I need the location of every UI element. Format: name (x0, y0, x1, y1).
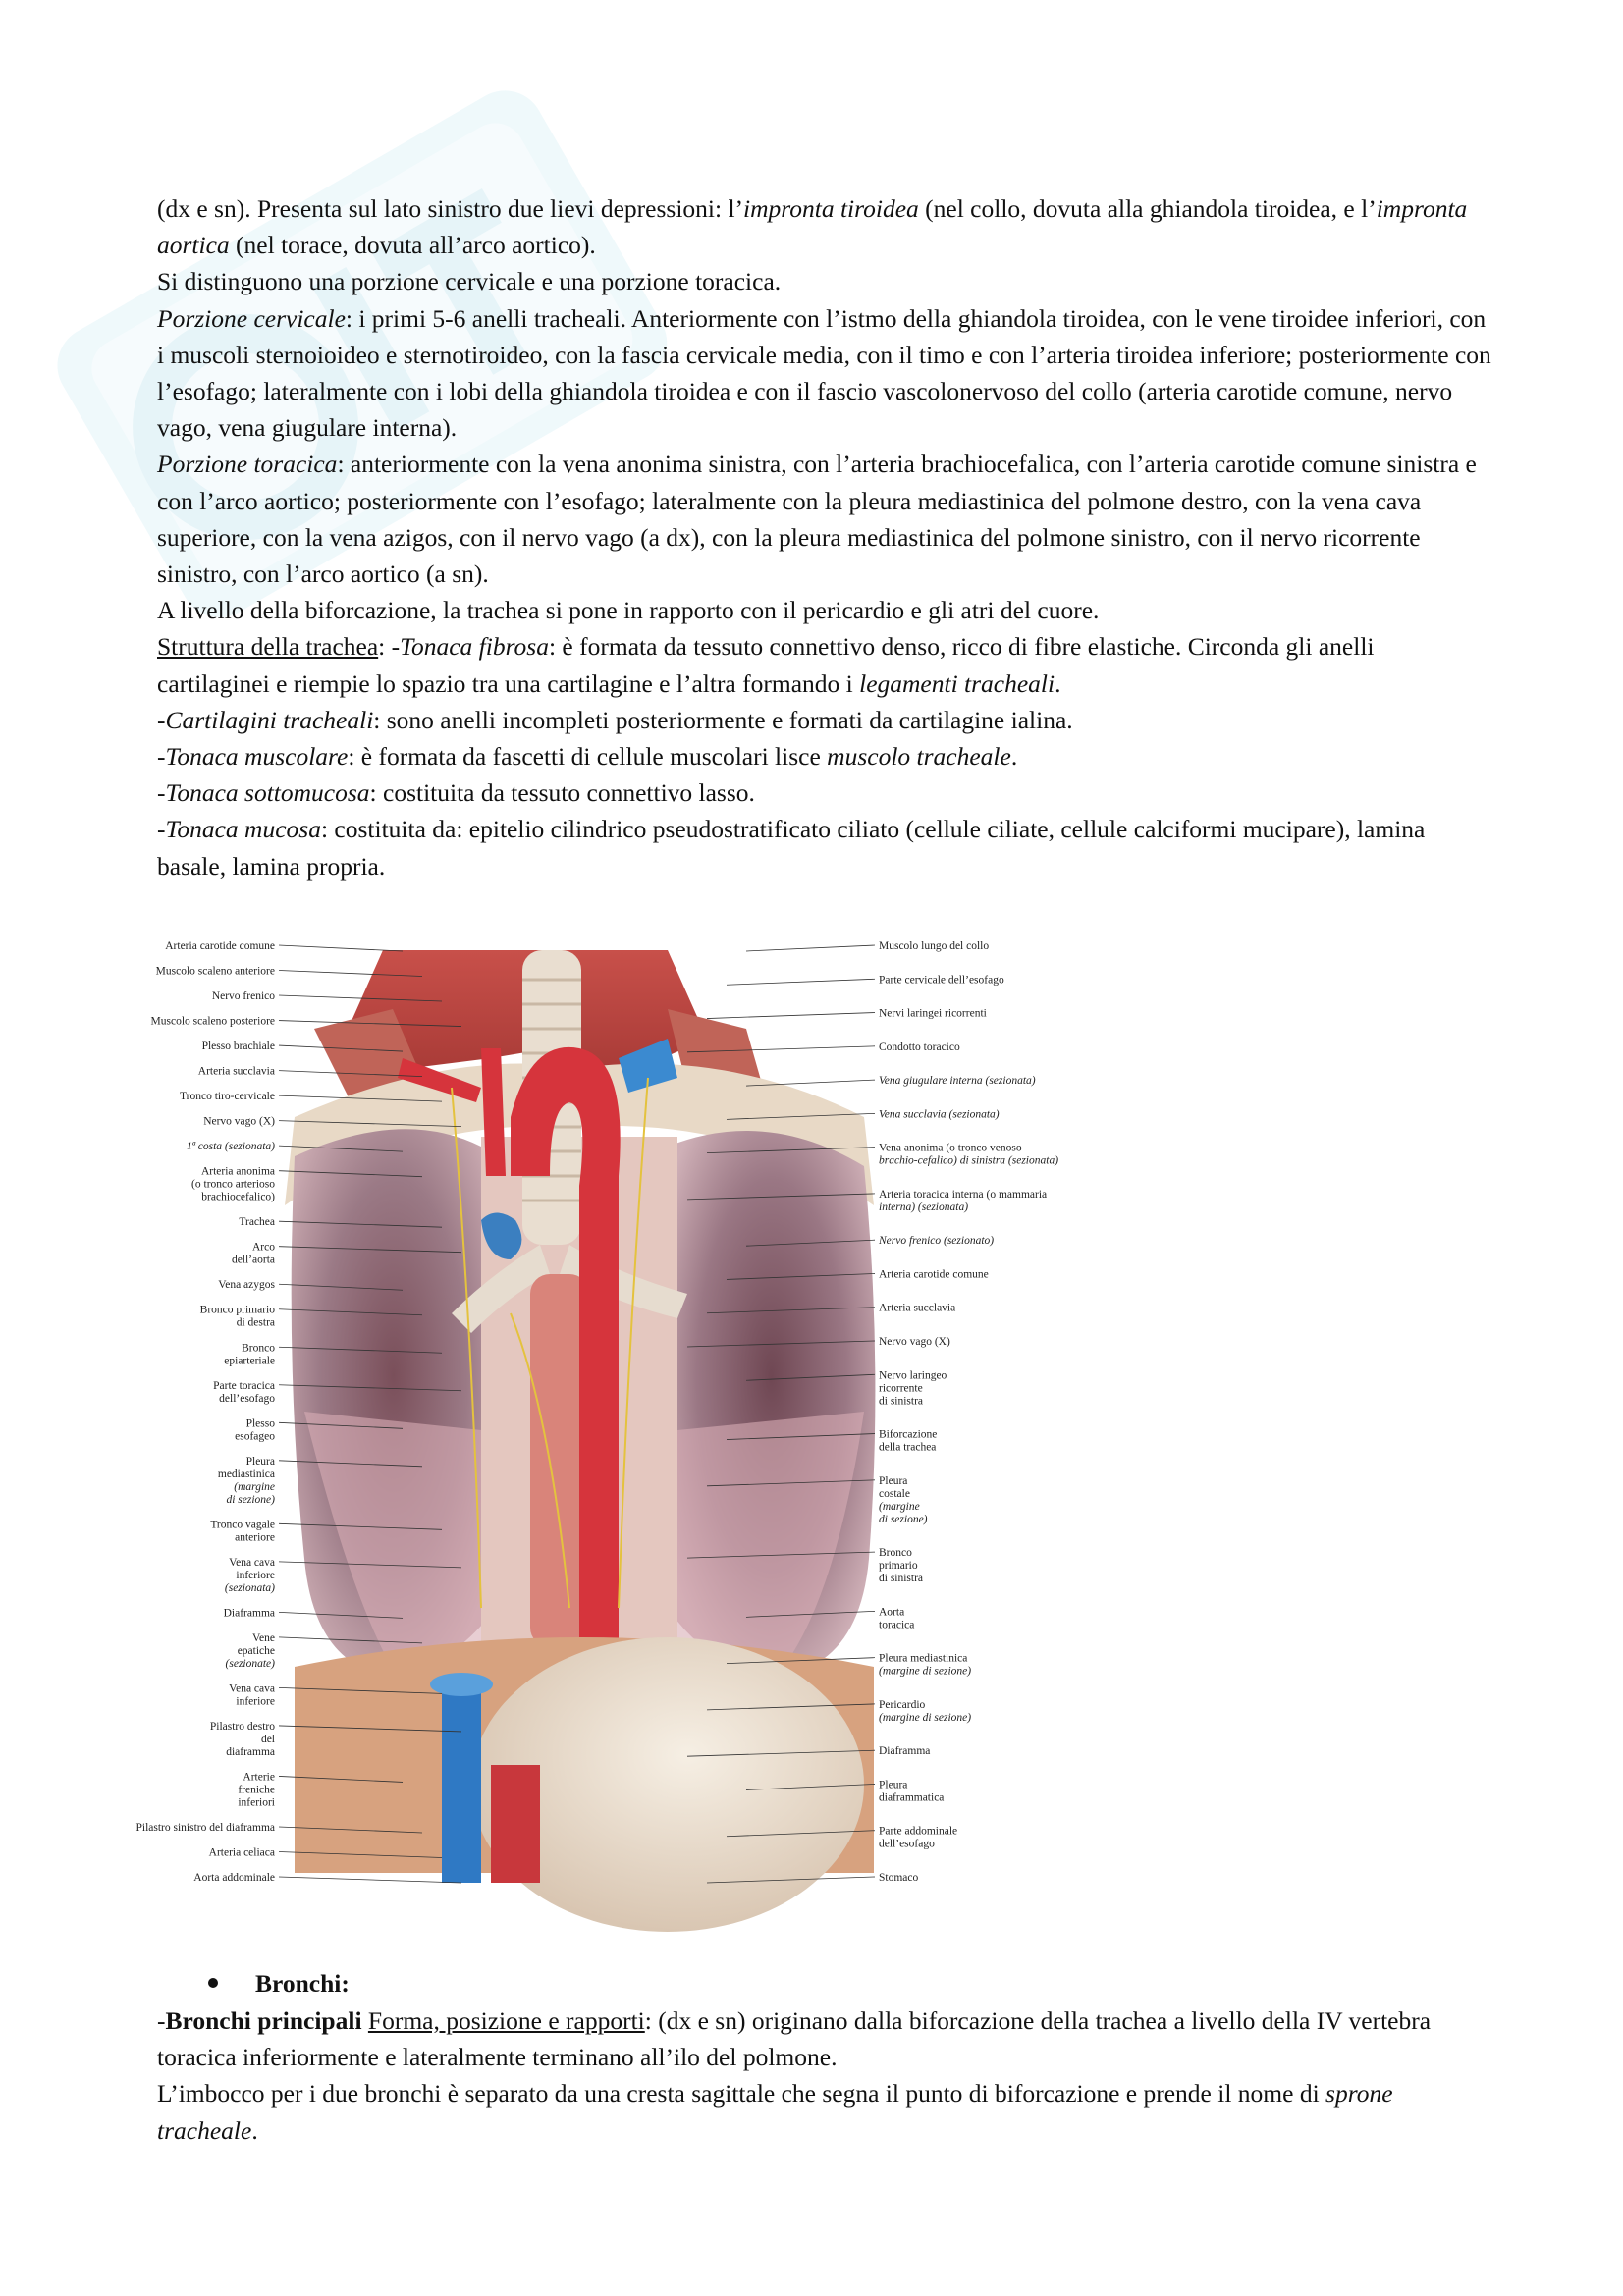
figure-label (879, 1369, 947, 1407)
figure-label-line: epiarteriale (224, 1355, 275, 1367)
figure-label-line: Pleura (879, 1474, 908, 1487)
figure-label-line: brachio-cefalico) di sinistra (sezionata) (879, 1154, 1059, 1167)
paragraph (157, 628, 1492, 701)
figure-label-line: costale (879, 1487, 910, 1500)
figure-label (198, 1066, 275, 1078)
figure-label (203, 1116, 275, 1128)
paragraph (157, 2075, 1492, 2148)
figure-label-line: dell’aorta (231, 1254, 275, 1266)
figure-label (879, 1745, 930, 1757)
figure-label (879, 1108, 1000, 1120)
figure-label-line: inferiori (238, 1796, 275, 1809)
figure-label (224, 1342, 275, 1366)
paragraph (157, 811, 1492, 883)
paragraph (157, 2002, 1492, 2075)
figure-label-line: toracica (879, 1619, 915, 1631)
figure-label-line: di sinistra (879, 1395, 924, 1408)
figure-label-line: Aorta addominale (193, 1872, 275, 1884)
figure-label (239, 1216, 275, 1228)
figure-label-line: Nervi laringei ricorrenti (879, 1007, 987, 1020)
body-text (157, 190, 1492, 884)
figure-label (232, 1242, 275, 1266)
figure-label-line: Nervo vago (X) (203, 1115, 275, 1128)
figure-label-line: 1ª costa (sezionata) (186, 1141, 275, 1153)
text-run: Struttura della trachea (157, 632, 379, 662)
text-run: (dx e sn). Presenta sul lato sinistro due lievi depressioni: l’ (157, 194, 744, 223)
figure-label-line: Muscolo lungo del collo (879, 940, 990, 952)
bullet-heading: Bronchi: (255, 1969, 350, 1998)
figure-label (238, 1771, 275, 1808)
figure-label-line: Muscolo scaleno anteriore (155, 965, 275, 978)
figure-label-line: Tronco tiro-cervicale (180, 1091, 275, 1103)
figure-label (879, 1189, 1047, 1213)
text-run: impronta tiroidea (743, 194, 919, 223)
text-run: Porzione toracica (157, 450, 338, 479)
text-run: : costituita da: epitelio cilindrico pseudostratificato ciliato (cellule ciliate, cellule calciformi mucipare), lamina basale, lamina propria. (157, 815, 1426, 881)
figure-label (879, 1826, 957, 1850)
figure-label-line: Vena azygos (218, 1279, 275, 1292)
paragraph (157, 774, 1492, 811)
figure-label (879, 974, 1004, 986)
figure-label-line: (o tronco arterioso (191, 1178, 275, 1191)
figure-label-line: Vena succlavia (sezionata) (879, 1108, 1000, 1121)
figure-label-line: anteriore (235, 1531, 275, 1544)
figure-label-line: Pilastro destro (209, 1720, 275, 1733)
figure-label (879, 1429, 937, 1454)
figure-label-line: diaframma (226, 1745, 275, 1758)
figure-label-line: Arteria anonima (200, 1165, 275, 1178)
figure-label-line: Stomaco (879, 1872, 919, 1884)
figure-label-line: Diaframma (879, 1745, 931, 1758)
text-run: (nel collo, dovuta alla ghiandola tiroidea, e l’ (918, 194, 1377, 223)
figure-label (879, 1075, 1036, 1087)
figure-label (165, 940, 275, 952)
figure-label-line: Plesso (245, 1417, 275, 1430)
figure-label-line: (margine (879, 1500, 920, 1513)
text-run: L’imbocco per i due bronchi è separato da una cresta sagittale che segna il punto di biforcazione e prende il nome di (157, 2079, 1326, 2109)
figure-label (229, 1682, 275, 1707)
figure-label-line: freniche (238, 1784, 275, 1796)
figure-label (187, 1141, 275, 1152)
paragraph (157, 592, 1492, 628)
figure-label-line: diaframmatica (879, 1791, 945, 1804)
bronchi-text (157, 2002, 1492, 2149)
figure-label-line: Diaframma (223, 1607, 275, 1620)
figure-label-line: epatiche (237, 1644, 275, 1657)
figure-label-line: Parte addominale (879, 1825, 958, 1838)
text-run: Bronchi principali (165, 2006, 368, 2035)
figure-label-line: inferiore (236, 1569, 275, 1581)
figure-label-line: Muscolo scaleno posteriore (150, 1015, 275, 1028)
figure-label-line: Condotto toracico (879, 1041, 960, 1053)
paragraph (157, 702, 1492, 738)
figure-label (180, 1091, 275, 1102)
figure-label-line: Pleura mediastinica (879, 1652, 968, 1665)
figure-label-line: Pleura (245, 1455, 275, 1468)
figure-label (193, 1872, 275, 1884)
figure-label (879, 1008, 987, 1020)
text-run: . (1010, 742, 1018, 772)
bronchi-section (157, 1965, 1492, 2149)
figure-label-line: (margine di sezione) (879, 1665, 972, 1678)
figure-label (879, 1872, 918, 1884)
figure-label (151, 1016, 275, 1028)
figure-label (879, 1606, 914, 1630)
figure-label (235, 1417, 275, 1442)
text-run: - (157, 815, 166, 844)
text-run: : costituita da tessuto connettivo lasso. (369, 778, 755, 808)
figure-label-line: di sinistra (879, 1573, 924, 1585)
figure-label (210, 1519, 275, 1543)
figure-label-line: inferiore (236, 1695, 275, 1708)
figure-label-line: Arteria carotide comune (165, 940, 275, 952)
figure-label (879, 1547, 923, 1584)
figure-label-line: Vena anonima (o tronco venoso (879, 1142, 1022, 1154)
figure-label (156, 966, 275, 978)
text-run: Forma, posizione e rapporti (367, 2006, 645, 2035)
figure-label-line: (margine (234, 1480, 275, 1493)
paragraph (157, 263, 1492, 299)
text-run: A livello della biforcazione, la trachea si pone in rapporto con il pericardio e gli atri del cuore. (157, 596, 1100, 625)
figure-label (224, 1607, 275, 1619)
figure-label-line: Vene (252, 1631, 275, 1644)
figure-label-line: Pilastro sinistro del diaframma (135, 1821, 275, 1834)
figure-label-line: Nervo frenico (sezionato) (879, 1235, 995, 1248)
figure-label-line: Arteria carotide comune (879, 1268, 989, 1281)
figure-label (210, 1721, 275, 1758)
figure-label (879, 1041, 960, 1053)
figure-label-line: (margine di sezione) (879, 1711, 972, 1724)
text-run: : anteriormente con la vena anonima sinistra, con l’arteria brachiocefalica, con l’arteria carotide comune sinistra e con l’arco aortico; posteriormente con l’esofago; lateralmente con la pleura mediastinica del polmone destro, con la vena cava superiore, con la vena azigos, con il nervo vago (a dx), con la pleura mediastinica del polmone sinistro, con il nervo ricorrente sinistro, con l’arco aortico (a sn). (157, 450, 1477, 589)
figure-label-line: Arterie (243, 1771, 275, 1784)
text-run: legamenti tracheali (859, 668, 1055, 698)
figure-label-line: Pleura (879, 1779, 908, 1791)
figure-label-line: della trachea (879, 1441, 937, 1454)
figure-label-line: interna) (sezionata) (879, 1201, 969, 1213)
figure-label-line: Bronco (242, 1342, 275, 1355)
text-run: : è formata da tessuto connettivo denso, ricco di fibre elastiche. Circonda gli anelli cartilaginei e riempie lo spazio tra una cartilagine e l’altra formando i (157, 632, 1375, 698)
figure-label-line: ricorrente (879, 1382, 923, 1395)
text-run: . (251, 2115, 258, 2145)
figure-label (218, 1279, 275, 1291)
figure-label-line: Parte toracica (213, 1379, 275, 1392)
figure-label-line: Arteria succlavia (879, 1302, 956, 1314)
figure-label (213, 1380, 275, 1405)
thorax-anatomy-illustration (135, 921, 1059, 1893)
figure-label (209, 1846, 275, 1858)
text-run: Tonaca fibrosa (400, 632, 549, 662)
text-run: Porzione cervicale (157, 303, 346, 333)
figure-label-line: (sezionate) (225, 1657, 275, 1670)
text-run: (nel torace, dovuta all’arco aortico). (229, 231, 596, 260)
figure-label (136, 1822, 276, 1834)
figure-label-line: Vena cava (229, 1682, 275, 1695)
text-run: impronta aortica (157, 194, 1468, 260)
bullet-item (157, 1965, 1492, 2002)
figure-label-line: Vena cava (229, 1556, 275, 1569)
leader-line (279, 1877, 461, 1883)
paragraph (157, 300, 1492, 447)
text-run: muscolo tracheale (827, 742, 1011, 772)
paragraph (157, 738, 1492, 774)
text-run: Si distinguono una porzione cervicale e una porzione toracica. (157, 267, 782, 296)
text-run: Tonaca mucosa (165, 815, 321, 844)
figure-label (879, 1653, 971, 1678)
figure-label-line: Arco (252, 1241, 275, 1254)
figure-label-line: Nervo laringeo (879, 1369, 947, 1382)
figure-label-line: Bronco (879, 1547, 912, 1560)
text-run: : è formata da fascetti di cellule muscolari lisce (348, 742, 828, 772)
text-run: Tonaca muscolare (165, 742, 349, 772)
paragraph (157, 446, 1492, 592)
figure-label (879, 1779, 944, 1803)
figure-label (879, 1143, 1058, 1167)
figure-label-line: Nervo frenico (211, 990, 275, 1003)
figure-label-line: di sezione) (879, 1513, 928, 1525)
text-run: - (157, 705, 166, 734)
figure-label-line: Arteria celiaca (208, 1846, 275, 1859)
figure-label (212, 990, 275, 1002)
figure-label-line: Vena giugulare interna (sezionata) (879, 1075, 1036, 1088)
figure-label-line: dell’esofago (219, 1392, 275, 1405)
text-run: : sono anelli incompleti posteriormente e formati da cartilagine ialina. (373, 705, 1073, 734)
figure-label (191, 1166, 275, 1203)
figure-label-line: di destra (236, 1316, 275, 1329)
text-run: Cartilagini tracheali (165, 705, 374, 734)
text-run: sprone tracheale (157, 2079, 1393, 2145)
figure-label-line: Bronco primario (199, 1304, 275, 1316)
figure-label (226, 1632, 276, 1670)
figure-label (218, 1456, 275, 1506)
figure-label-line: Biforcazione (879, 1428, 938, 1441)
figure-label (879, 1336, 950, 1348)
figure-label-line: mediastinica (217, 1468, 275, 1480)
figure-label-line: Aorta (879, 1606, 905, 1619)
text-run: : (dx e sn) originano dalla biforcazione della trachea a livello della IV vertebra toracica inferiormente e lateralmente terminano all’ilo del polmone. (157, 2006, 1432, 2072)
figure-label (879, 1699, 971, 1724)
figure-label-line: (sezionata) (224, 1581, 275, 1594)
text-run: : - (378, 632, 401, 662)
figure-label (200, 1305, 276, 1329)
figure-label-line: Pericardio (879, 1698, 926, 1711)
figure-label-line: Tronco vagale (210, 1519, 275, 1531)
figure-label-line: dell’esofago (879, 1838, 935, 1850)
figure-label-line: brachiocefalico) (201, 1191, 275, 1203)
text-run: : i primi 5-6 anelli tracheali. Anteriormente con l’istmo della ghiandola tiroidea, con le vene tiroidee inferiori, con i muscoli sternoioideo e sternotiroideo, con la fascia cervicale media, con il timo e con l’arteria tiroidea inferiore; posteriormente con l’esofago; lateralmente con i lobi della ghiandola tiroidea e con il fascio vascolonervoso del collo (arteria carotide comune, nervo vago, vena giugulare interna). (157, 303, 1491, 443)
figure-label (878, 1235, 994, 1247)
figure-label-line: Parte cervicale dell’esofago (879, 974, 1004, 987)
figure-label-line: del (260, 1733, 275, 1745)
figure-label-line: Arteria succlavia (197, 1065, 275, 1078)
figure-label (879, 1303, 955, 1314)
figure-label-line: esofageo (235, 1430, 275, 1443)
figure-label-line: di sezione) (226, 1493, 275, 1506)
figure-label-line: Trachea (239, 1216, 275, 1229)
bullet-icon (208, 1978, 218, 1988)
text-run: - (157, 742, 166, 772)
text-run: . (1055, 668, 1061, 698)
figure-label-line: Arteria toracica interna (o mammaria (879, 1188, 1048, 1201)
figure-label-line: Nervo vago (X) (879, 1336, 950, 1348)
figure-label (202, 1041, 275, 1052)
figure-label (879, 1268, 989, 1280)
figure-label (879, 1475, 928, 1525)
paragraph (157, 190, 1492, 263)
text-run: Tonaca sottomucosa (165, 778, 370, 808)
figure-label (225, 1557, 275, 1594)
figure-label (879, 940, 989, 952)
figure-label-line: Plesso brachiale (201, 1041, 275, 1053)
text-run: - (157, 778, 166, 808)
figure-label-line: primario (879, 1560, 918, 1573)
text-run: - (157, 2006, 166, 2035)
